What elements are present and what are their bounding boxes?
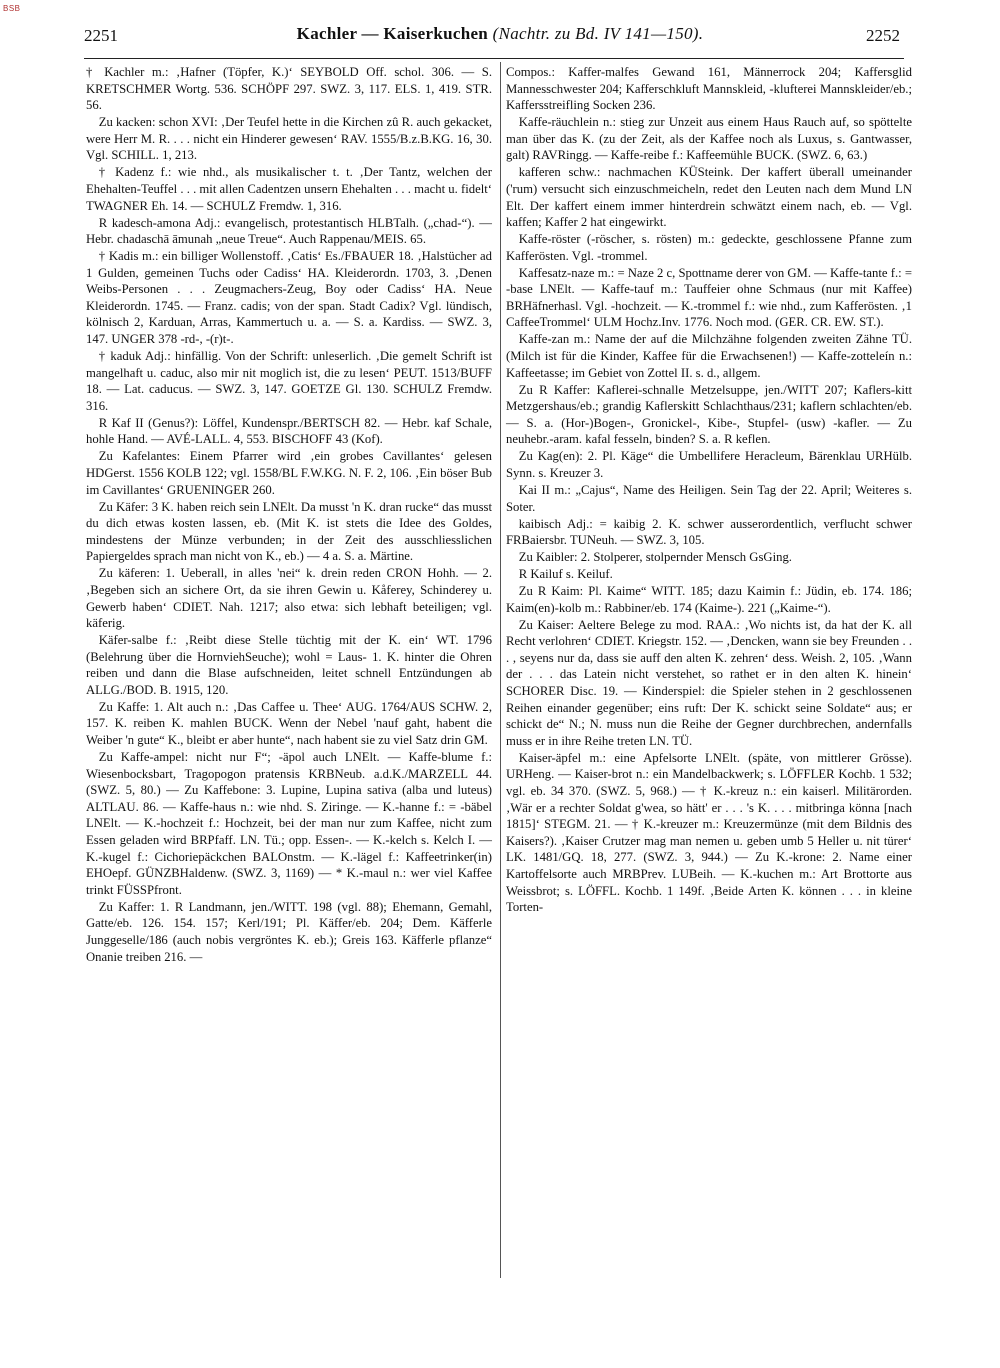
entry-kaffe-zan: Kaffe-zan m.: Name der auf die Milchzähne folgenden zweiten Zähne TÜ. (Milch ist für die Kinder, Kaffee für die Erwachsenen!) — Kaffe-zotteleín n.: Kaffeetasse; im Gebiet von Zottel II. s. d., allgem. <box>506 332 912 380</box>
entry-kacken: Zu kacken: schon XVI: ‚Der Teufel hette in die Kirchen zû R. auch gekacket, were Herr M. R. . . . nicht ein Hinderer gewesen‘ RAV. 1555/B.z.B.KG. 16, 30. Vgl. SCHILL. 1, 213. <box>86 115 492 163</box>
entry-kailuf: R Kailuf s. Keiluf. <box>518 567 613 582</box>
right-column <box>506 64 912 916</box>
entry-kaeferen: Zu käferen: 1. Ueberall, in alles 'nei“ k. drein reden CRON Hohh. — 2. ‚Begeben sich an sichere Ort, da sie ihren Gewin u. Kåferey, Schinderey u. Gewerb haben‘ CDIET. Nah. 1217; also etwa: sich lebhaft beteiligen; vgl. käferig. <box>86 566 492 631</box>
entry-kaffesatz-naze: Kaffesatz-naze m.: = Naze 2 c, Spottname derer von GM. — Kaffe-tante f.: = -base LNElt. — Kaffe-tauf m.: Tauffeier ohne Schmaus (nur mit Kaffee) BRHäfnerhasl. Vgl. -hochzeit. — K.-trommel f.: wie nhd., zum Kafferösten. ‚1 CaffeeTrommel‘ ULM Hochz.Inv. 1776. Noch mod. (GER. CR. EW. ST.). <box>506 265 912 330</box>
running-header-subtitle: (Nachtr. zu Bd. IV 141—150). <box>492 24 704 43</box>
entry-kafferen: kafferen schw.: nachmachen KÜSteink. Der kaffert überall umeinander ('rum) versucht sich einzuschmeicheln, redet den Leuten nach dem Mund LN Elt. Der kaffert einem immer hinterdrein schwätzt einem nach, eb. — Vgl. kaffen; Kaffer 2 hat eingewirkt. <box>506 165 912 230</box>
entry-kai: Kai II m.: „Cajus“, Name des Heiligen. Sein Tag der 22. April; Weiteres s. Soter. <box>506 482 912 514</box>
running-header-title: Kachler — Kaiserkuchen <box>296 24 489 43</box>
entry-kaiser: Zu Kaiser: Aeltere Belege zu mod. RAA.: ‚Wo nichts ist, da hat der K. all Recht verlohren‘ CDIET. Kriegstr. 152. — ‚Dencken, wann sie bey Freunden . . . , seyens nur da, dass sie auff den alten K. zehren‘ dess. Weish. 2, 105. ‚Wann der . . . das Latein nicht verstehet, so rathet er in den alten K. hinein‘ SCHORER Disc. 19. — Kinderspiel: die Spieler stehen in 2 geschlossenen Reihen einander gegenüber; eins ruft: Der K. schickt seine Soldate“ aus; er schickt de“ N.; N. muss nun die Reihe der Gegner durchbrechen, andernfalls muss er in ihre Reihe treten LN. TÜ. <box>506 617 912 748</box>
page-number-left: 2251 <box>84 26 118 45</box>
entry-kaffe: Zu Kaffe: 1. Alt auch n.: ‚Das Caffee u. Thee‘ AUG. 1764/AUS SCHW. 2, 157. K. reiben K. mahlen BUCK. Wenn der Nebel 'nauf gaht, habent die Weiber 'n gute“ K., bleibt er aber hunte“, nach habent sie zu viel Satz drin GM. <box>86 699 492 748</box>
column-divider <box>500 62 501 1278</box>
entry-kaefer: Zu Käfer: 3 K. haben reich sein LNElt. Da musst 'n K. dran rucke“ das musst du dich etwas kosten lassen, eb. (Mit K. ist stets die Idee des Goldes, mindestens der Münze verbunden; in der Zeit des ausschliesslichen Papiergeldes sprach man nicht von K., eb.) — 4 a. S. a. Märtine. <box>86 499 492 564</box>
entry-kaf: R Kaf II (Genus?): Löffel, Kundenspr./BERTSCH 82. — Hebr. kaf Schale, hohle Hand. — AVÉ-LALL. 4, 553. BISCHOFF 43 (Kof). <box>86 415 492 447</box>
entry-kaefer-salbe: Käfer-salbe f.: ‚Reibt diese Stelle tüchtig mit der K. ein‘ WT. 1796 (Belehrung über die HornviehSeuche); wohl = Laus- 1. K. hinter die Ohren reiben und dann die Blase aufschneiden, leitet schnell Entzündungen ab ALLG./BOD. B. 1915, 120. <box>86 633 492 697</box>
entry-kaffe-raeuchlein: Kaffe-räuchlein n.: stieg zur Unzeit aus einem Haus Rauch auf, so spöttelte man über das K. (zu der Zeit, als der Kaffee noch als Luxus, s. Gantwasser, galt) RAVRingg. — Kaffe-reibe f.: Kaffeemühle BUCK. (SWZ. 6, 63.) <box>506 115 912 163</box>
entry-kaffer-2: Zu R Kaffer: Kaflerei-schnalle Metzelsuppe, jen./WITT 207; Kaflers-kitt Metzgershaus/eb.; grandig Kaflerskitt Schlachthaus/231; kaflern schlachten/eb. — S. a. (Hor-)Bogen-, Gronickel-, Kibe-, Stupfel- (usw) -kafler. — Zu neuhebr.-aram. kafal fesseln, binden? S. a. R keflen. <box>506 382 912 447</box>
entry-kaibisch: kaibisch Adj.: = kaibig 2. K. schwer ausserordentlich, verflucht schwer FRBaiersbr. TUNeuh. — SWZ. 3, 105. <box>506 516 912 548</box>
page-number-right: 2252 <box>866 26 900 45</box>
entry-kaffe-roester: Kaffe-röster (-röscher, s. rösten) m.: gedeckte, geschlossene Pfanne zum Kafferösten. Vgl. -trommel. <box>506 232 912 263</box>
entry-kadenz: † Kadenz f.: wie nhd., als musikalischer t. t. ‚Der Tantz, welchen der Ehehalten-Teuffel . . . mit allen Cadentzen unsern Ehehalten . . . macht u. fidelt‘ TWAGNER Eh. 14. — SCHULZ Fremdw. 1, 316. <box>86 165 492 213</box>
entry-kaffer: Zu Kaffer: 1. R Landmann, jen./WITT. 198 (vgl. 88); Ehemann, Gemahl, Gatte/eb. 126. 154. 157; Kerl/191; Pl. Käffer/eb. 204; Dem. Käfferle Junggeselle/186 (auch nobis vergröntes K. eb.); Greis 163. Käfferle pflanze“ Onanie treiben 216. — <box>86 899 492 964</box>
entry-kaim: Zu R Kaim: Pl. Kaime“ WITT. 185; dazu Kaimin f.: Jüdin, eb. 174. 186; Kaim(en)-kolb m.: Rabbiner/eb. 174 (Kaime-). 221 („Kaime-“). <box>506 584 912 615</box>
entry-kaffer-compounds: Compos.: Kaffer-malfes Gewand 161, Männerrock 204; Kaffersglid Mannesschwester 204; Kafferschkluft Mannskleid, -klufterei Mannskleider/eb.; Kaffersstreifling Socken 236. <box>506 65 912 113</box>
entry-kagen: Zu Kag(en): 2. Pl. Käge“ die Umbellifere Heracleum, Bärenklau URHülb. Synn. s. Kreuzer 3. <box>506 449 912 480</box>
entry-kaffe-ampel: Zu Kaffe-ampel: nicht nur F“; -äpol auch LNElt. — Kaffe-blume f.: Wiesenbocksbart, Tragopogon pratensis KRBNeub. a.d.K./MARZELL 44. (SWZ. 5, 80.) — Zu Kaffebone: 3. Lupine, Lupina sativa (alba und luteus) ALTLAU. 86. — Kaffe-haus n.: wie nhd. S. Ziringe. — K.-hanne f.: = -bäbel LNElt. — K.-hochzeit f.: Hochzeit, bei der man nur zum Kaffee, nicht zum Essen geladen wird BRPfaff. LN. Tü.; opp. Essen-. — K.-kelch s. Kelch I. — K.-kugel f.: Cichoriepäckchen BALOnstm. — K.-lägel f.: Kaffeetrinker(in) EHOepf. GÜNZBHaldenw. (SWZ. 3, 1169) — * K.-maul n.: wer viel Kaffee trinkt FÜSSPfront. <box>86 750 492 897</box>
entry-kaduk: † kaduk Adj.: hinfällig. Von der Schrift: unleserlich. ‚Die gemelt Schrift ist mangelhaft u. caduc, also mir nit moglich ist, die zu lesen‘ PEUT. 1513/BUFF 18. — Lat. caducus. — SWZ. 3, 147. GOETZE Gl. 130. SCHULZ Fremdw. 316. <box>86 349 492 413</box>
entry-kadesch-amona: R kadesch-amona Adj.: evangelisch, protestantisch HLBTalh. („chad-“). — Hebr. chadaschā āmunah „neue Treue“. Auch Rappenau/MEIS. 65. <box>86 215 492 247</box>
left-column <box>86 64 492 966</box>
running-header <box>0 24 1000 44</box>
entry-kafelantes: Zu Kafelantes: Einem Pfarrer wird ‚ein grobes Cavillantes‘ gelesen HDGerst. 1556 KOLB 122; vgl. 1558/BL F.W.KG. N. F. 2, 106. ‚Ein böser Bub im Cavillantes‘ GRUENINGER 260. <box>86 449 492 497</box>
entry-kachler: † Kachler m.: ‚Hafner (Töpfer, K.)‘ SEYBOLD Off. schol. 306. — S. KRETSCHMER Wortg. 536. SCHÖPF 297. SWZ. 3, 117. ELS. 1, 419. STR. 56. <box>86 65 492 113</box>
entry-kaiser-aepfel: Kaiser-äpfel m.: eine Apfelsorte LNElt. (späte, von mittlerer Grösse). URHeng. — Kaiser-brot n.: ein Mandelbackwerk; s. LÖFFLER Kochb. 1 532; vgl. eb. 34 370. (SWZ. 5, 968.) — † K.-kreuz n.: ein kaiserl. Militärorden. ‚Wär er a rechter Soldat g'wea, so hätt' er . . . 's K. . . . mitbringa könna [nach 1815]‘ STEGM. 21. — † K.-kreuzer m.: Kreuzermünze (mit dem Bildnis des Kaisers?). ‚Kaiser Crutzer mag man nemen u. geben umb 5 Heller u. nit türer‘ LK. 1481/GQ. 18, 277. (SWZ. 3, 944.) — Zu K.-krone: 2. Name einer Kartoffelsorte auch MRBPrev. LUBeih. — K.-kuchen m.: Art Brottorte aus Weissbrot; s. LÖFFL. Kochb. 1 149f. ‚Beide Arten K. können . . . in kleine Torten- <box>506 750 912 915</box>
library-stamp: BSB <box>3 4 21 13</box>
entry-kaibler: Zu Kaibler: 2. Stolperer, stolpernder Mensch GsGing. <box>518 550 792 565</box>
header-rule <box>84 58 904 59</box>
entry-kadis: † Kadis m.: ein billiger Wollenstoff. ‚Catis‘ Es./FBAUER 18. ‚Halstücher ad 1 Gulden, gemeinen Tuchs oder Cadiss‘ HA. Kleiderordn. 1703, 3. ‚Denen Weibs-Personen . . . Zeugmachers-Zeug, Boy oder Cadiss‘ HA. Neue Kleiderordn. 1745. — Franz. cadis; von der span. Stadt Cadix? Vgl. lündisch, kölnisch 2, Karduan, Arras, Kammertuch u. a. — S. a. Kardiss. — SWZ. 3, 147. UNGER 378 -rd-, -(r)t-. <box>86 249 492 347</box>
